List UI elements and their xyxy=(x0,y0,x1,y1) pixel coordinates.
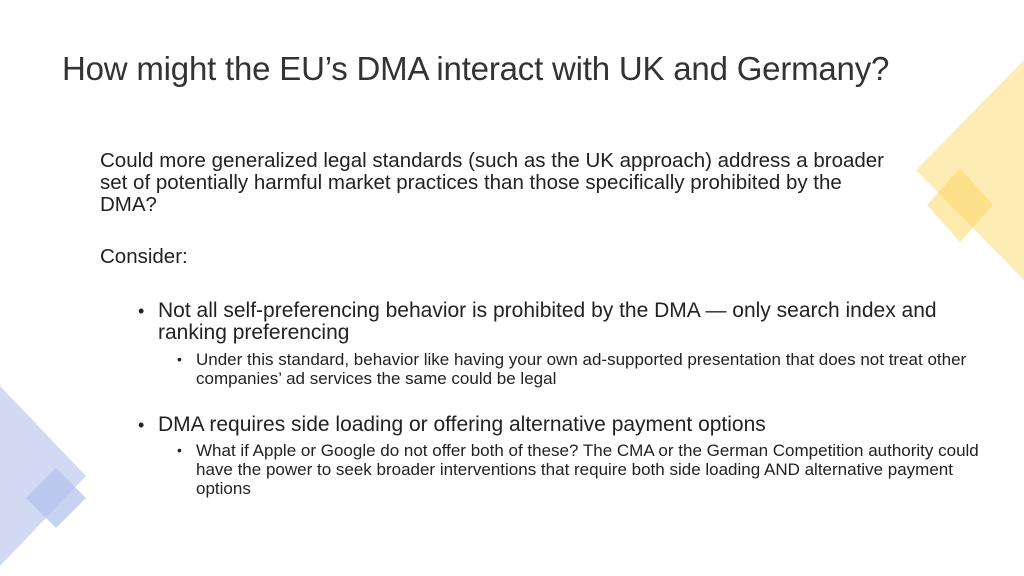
bullet-1-sub xyxy=(177,350,986,388)
bullet-2-sub xyxy=(177,441,986,498)
question-paragraph: Could more generalized legal standards (such as the UK approach) address a broader set of potentially harmful market practices than those specifically prohibited by the DMA? xyxy=(100,149,885,216)
bullet-1-text: Not all self-preferencing behavior is prohibited by the DMA — only search index and ranking preferencing xyxy=(158,299,937,344)
consider-label: Consider: xyxy=(100,245,188,268)
slide-title: How might the EU’s DMA interact with UK and Germany? xyxy=(62,50,890,87)
yellow-diamond-large xyxy=(916,60,1024,280)
blue-diamond-decoration xyxy=(0,380,120,576)
bullet-2-sub-text: What if Apple or Google do not offer both of these? The CMA or the German Competition authority could have the power to seek broader interventions that require both side loading AND alternative payment options xyxy=(196,441,979,498)
bullet-1-sub-text: Under this standard, behavior like having your own ad-supported presentation that does not treat other companies’ ad services the same could be legal xyxy=(196,350,967,388)
bullet-2-sub-marker: • xyxy=(177,442,182,458)
bullet-1-sub-marker: • xyxy=(177,351,182,367)
bullet-2-text: DMA requires side loading or offering alternative payment options xyxy=(158,413,766,436)
bullet-2 xyxy=(138,413,958,436)
bullet-1 xyxy=(138,299,958,344)
bullet-1-marker: • xyxy=(138,301,145,321)
bullet-2-marker: • xyxy=(138,415,145,435)
blue-diamond-large xyxy=(0,386,86,566)
yellow-diamond-decoration xyxy=(880,50,1024,290)
